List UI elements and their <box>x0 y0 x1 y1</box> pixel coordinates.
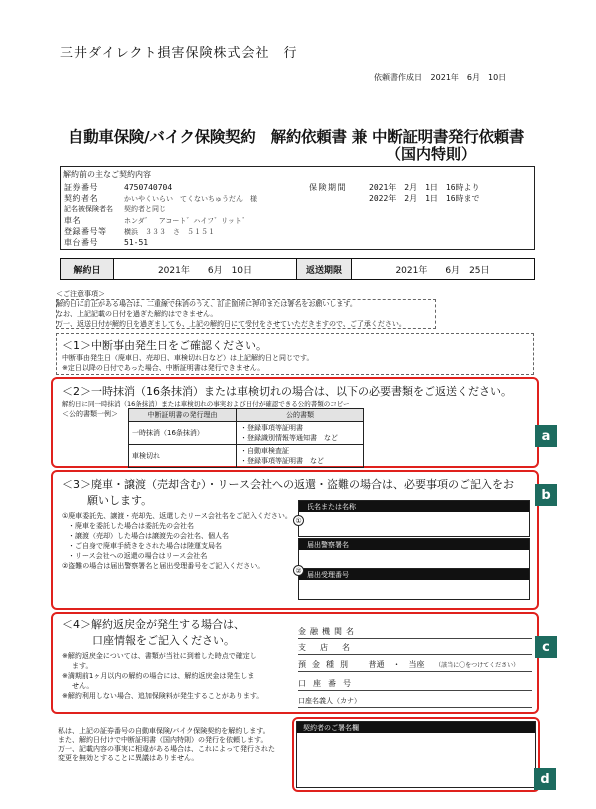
request-date-label: 依頼書作成日 <box>374 73 422 82</box>
section-1-heading: ＜1＞中断事由発生日をご確認ください。 <box>62 339 267 352</box>
document-subtitle: （国内特則） <box>386 145 477 163</box>
section-2-sub: 解約日に同一時抹消（16条抹消）または車検切れの事実および日付が確認できる公的書類のコピー <box>62 400 350 408</box>
badge-d: d <box>534 768 556 790</box>
section-3: ＜3＞廃車・譲渡（売却含む）・リース会社への返還・盗難の場合は、必要事項のご記入をお 願いします。 ①廃車委託先、譲渡・売却先、返還したリース会社名をご記入ください。 ・廃車を委託した場合は委託先の会社名 ・譲渡（売却）した場合は譲渡先の会社名、個人名 ・ご自身で廃車手続きをされた場合は陸運支局名 ・リース会社への返還の場合はリース会社名 ②盗難の場合は届出警察署名と届出受理番号をご記入ください。 <box>62 478 514 570</box>
section-4: ＜4＞解約返戻金が発生する場合は、 口座情報をご記入ください。 ※解約返戻金については、書類が当社に到着した時点で確定し ます。 ※満期前1ヶ月以内の解約の場合には、解約返戻金は発生しま せん。 ※解約利用しない場合、追加保険料が発生することがあります。 <box>62 618 264 700</box>
section-1-line: 中断事由発生日（廃車日、売却日、車検切れ日など）は上記解約日と同じです。 <box>62 354 314 362</box>
policy-number: 4750740704 <box>124 183 173 192</box>
police-station-label: 届出警察署名 <box>299 539 529 550</box>
return-deadline: 2021年 6月 25日 <box>395 265 490 276</box>
report-number-input[interactable] <box>299 580 529 599</box>
police-station-input[interactable] <box>299 550 529 569</box>
document-title: 自動車保険/バイク保険契約 解約依頼書 兼 中断証明書発行依頼書 <box>68 128 525 146</box>
badge-a: a <box>535 425 557 447</box>
contract-heading: 解約前の主なご契約内容 <box>63 170 151 179</box>
row1-reason: 一時抹消（16条抹消） <box>129 422 237 445</box>
account-number-label: 口座番号 <box>298 679 358 688</box>
dates-row <box>60 258 535 280</box>
notes-line: 万一、返送日付が解約日を過ぎましても、上記の解約日にて受付をさせていただきますので、ご了承ください。 <box>56 320 406 328</box>
declaration: 私は、上記の証券番号の自動車保険/バイク保険契約を解約します。 また、解約日付けで中断証明書（国内特則）の発行を依頼します。 万一、記載内容の事実に相違がある場合は、これによって発行された 変更を無効とすることに異議はありません。 <box>58 727 275 762</box>
account-holder-label: 口座名義人（カナ） <box>298 697 361 705</box>
vehicle-row: 車名 ホンダ゛ アコート゛ハイフ゛リット゛ <box>64 216 249 225</box>
badge-b: b <box>535 484 557 506</box>
section-3-heading: ＜3＞廃車・譲渡（売却含む）・リース会社への返還・盗難の場合は、必要事項のご記入をお <box>62 478 514 491</box>
report-number-label: 届出受理番号 <box>299 569 529 580</box>
insurance-period-from: 保険期間 2021年 2月 1日 16時より <box>309 183 480 192</box>
deposit-type-row <box>298 659 519 670</box>
section-1-line: ※定日以降の日付であった場合、中断証明書は発行できません。 <box>62 364 265 372</box>
holder-name: かいやくいらい てくないちゅうだん 様 <box>124 195 257 203</box>
return-deadline-label: 返送期限 <box>297 259 351 279</box>
addressee-company: 三井ダイレクト損害保険株式会社 行 <box>60 46 298 61</box>
holder-row: 契約者名 かいやくいらい てくないちゅうだん 様 <box>64 194 257 203</box>
vehicle-name: ホンダ゛ アコート゛ハイフ゛リット゛ <box>124 217 249 225</box>
insured-row: 記名被保険者名 契約者と同じ <box>64 205 166 213</box>
row2-reason: 車検切れ <box>129 445 237 468</box>
insured-name: 契約者と同じ <box>124 205 166 213</box>
col-reason: 中断証明書の発行理由 <box>129 409 237 422</box>
chassis-row: 車台番号 51-51 <box>64 238 149 247</box>
badge-c: c <box>535 636 557 658</box>
company-name-input[interactable] <box>299 512 529 536</box>
request-date <box>374 72 506 83</box>
required-documents-table: 中断証明書の発行理由 公的書類 一時抹消（16条抹消） ・登録事項等証明書 ・登録識別情報等通知書 など 車検切れ ・自動車検査証 ・登録事項等証明書 など <box>128 408 364 468</box>
plate-number: 横浜 ３３３ さ ５１５１ <box>124 228 215 236</box>
policy-number-row: 証券番号 4750740704 <box>64 183 173 192</box>
insurance-period-to: 2022年 2月 1日 16時まで <box>369 194 480 203</box>
cancel-date-label: 解約日 <box>61 259 113 279</box>
highlight-box-d <box>292 717 540 792</box>
cancel-date: 2021年 6月 10日 <box>157 265 253 276</box>
company-name-label: 氏名または名称 <box>299 501 529 512</box>
deposit-note: （該当に〇をつけてください） <box>435 662 520 669</box>
section-1 <box>56 333 534 375</box>
signature-label: 契約者のご署名欄 <box>297 722 535 733</box>
notes-line: なお、上記記載の日付を過ぎた解約はできません。 <box>56 310 218 318</box>
chassis-number: 51-51 <box>124 238 149 247</box>
notes-line: 解約日に訂正がある場合は、二重線で抹消のうえ、訂正箇所に押印または署名をお願いします。 <box>56 300 357 308</box>
contract-details-box <box>60 166 535 250</box>
deposit-type-label: 預金種別 <box>298 660 354 669</box>
deposit-options[interactable]: 普通 ・ 当座 <box>368 660 425 669</box>
section-4-heading: ＜4＞解約返戻金が発生する場合は、 <box>62 618 245 631</box>
notes-heading: ＜ご注意事項＞ <box>56 290 105 298</box>
section-2-heading: ＜2＞一時抹消（16条抹消）または車検切れの場合は、以下の必要書類をご返送ください。 <box>62 385 512 398</box>
mark-1: ① <box>293 515 304 526</box>
police-fields <box>298 538 530 600</box>
company-name-field <box>298 500 530 537</box>
bank-name-label: 金融機関名 <box>298 627 358 636</box>
plate-row: 登録番号等 横浜 ３３３ さ ５１５１ <box>64 227 215 236</box>
col-documents: 公的書類 <box>237 409 364 422</box>
request-date-value: 2021年 6月 10日 <box>430 73 507 82</box>
section-2-example-label: ＜公的書類一例＞ <box>62 410 118 418</box>
notes <box>56 289 406 329</box>
mark-2: ② <box>293 565 304 576</box>
branch-label: 支店名 <box>298 643 364 652</box>
